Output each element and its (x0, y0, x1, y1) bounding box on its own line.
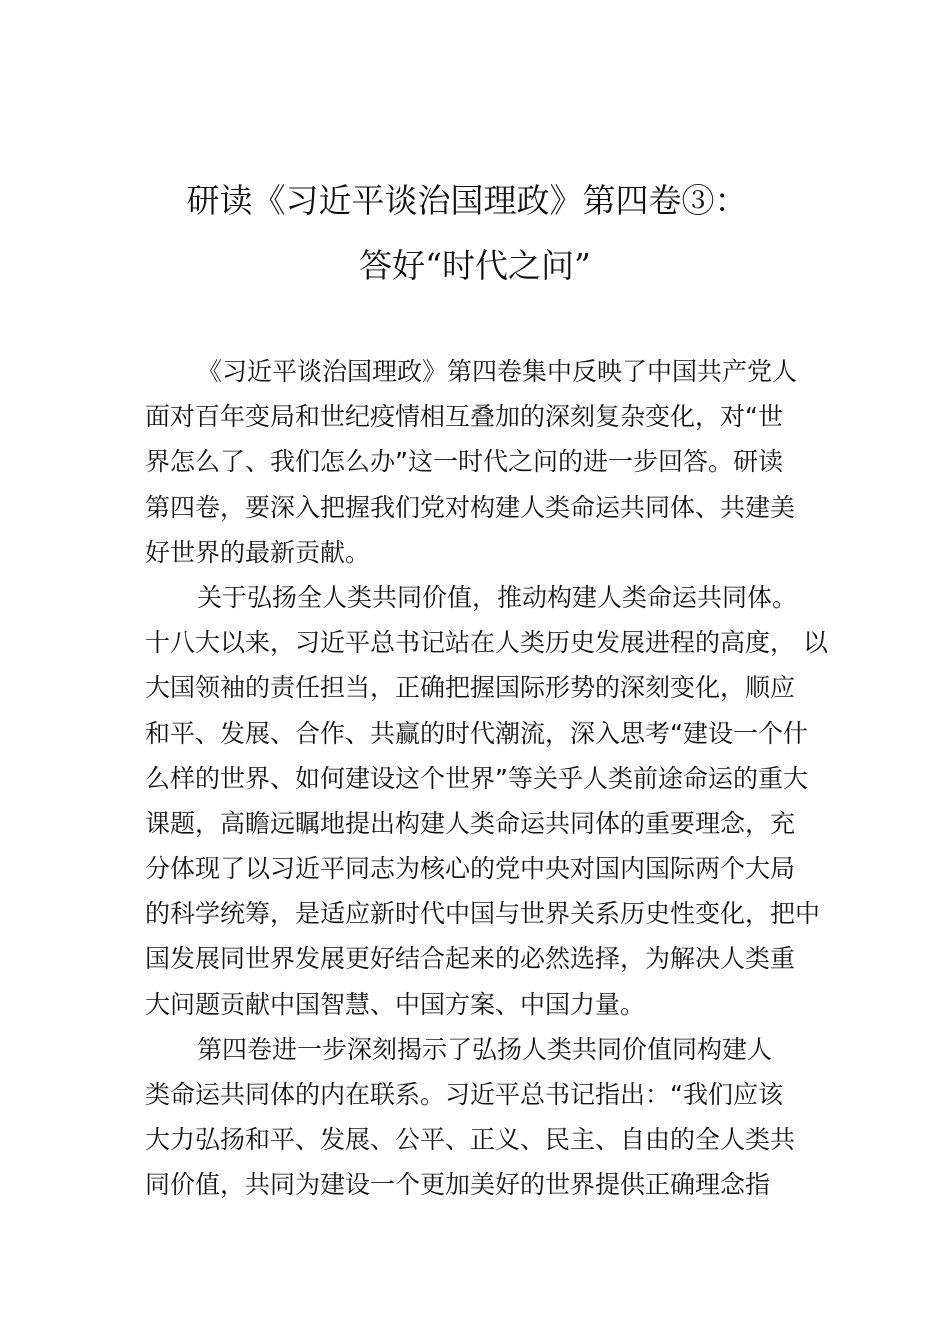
paragraph-line: 好世界的最新贡献。 (145, 537, 371, 567)
paragraph-line: 第四卷，要深入把握我们党对构建人类命运共同体、共建美 (145, 492, 796, 522)
paragraph-line: 大国领袖的责任担当，正确把握国际形势的深刻变化，顺应 (145, 673, 796, 703)
paragraph (145, 349, 825, 575)
paragraph-line: 分体现了以习近平同志为核心的党中央对国内国际两个大局 (145, 854, 796, 884)
paragraph-line: 类命运共同体的内在联系。习近平总书记指出：“我们应该 (145, 1080, 783, 1109)
paragraph-line: 课题，高瞻远瞩地提出构建人类命运共同体的重要理念，充 (145, 808, 796, 838)
paragraph (145, 1027, 825, 1208)
paragraph-line: 和平、发展、合作、共赢的时代潮流，深入思考“建设一个什 (145, 718, 808, 748)
paragraph (145, 575, 828, 1027)
paragraph-line: 第四卷进一步深刻揭示了弘扬人类共同价值同构建人 (197, 1034, 773, 1064)
document-body (145, 349, 828, 1208)
paragraph-line: 大问题贡献中国智慧、中国方案、中国力量。 (145, 989, 646, 1019)
paragraph-line: 么样的世界、如何建设这个世界”等关乎人类前途命运的重大 (145, 763, 808, 793)
paragraph-line: 的科学统筹，是适应新时代中国与世界关系历史性变化，把中 (145, 899, 821, 929)
paragraph-line: 十八大以来，习近平总书记站在人类历史发展进程的高度， 以 (145, 628, 828, 658)
paragraph-line: 同价值，共同为建设一个更加美好的世界提供正确理念指 (145, 1170, 771, 1200)
document-title-line-1: 研读《习近平谈治国理政》第四卷③： (186, 181, 748, 220)
paragraph-line: 大力弘扬和平、发展、公平、正义、民主、自由的全人类共 (145, 1125, 796, 1155)
paragraph-line: 界怎么了、我们怎么办”这一时代之问的进一步回答。研读 (145, 447, 783, 477)
document-title-line-2: 答好“时代之问” (359, 246, 591, 285)
paragraph-line: 《习近平谈治国理政》第四卷集中反映了中国共产党人 (197, 357, 798, 386)
paragraph-line: 关于弘扬全人类共同价值，推动构建人类命运共同体。 (197, 582, 798, 612)
paragraph-line: 国发展同世界发展更好结合起来的必然选择，为解决人类重 (145, 944, 796, 974)
paragraph-line: 面对百年变局和世纪疫情相互叠加的深刻复杂变化，对“世 (145, 402, 783, 432)
